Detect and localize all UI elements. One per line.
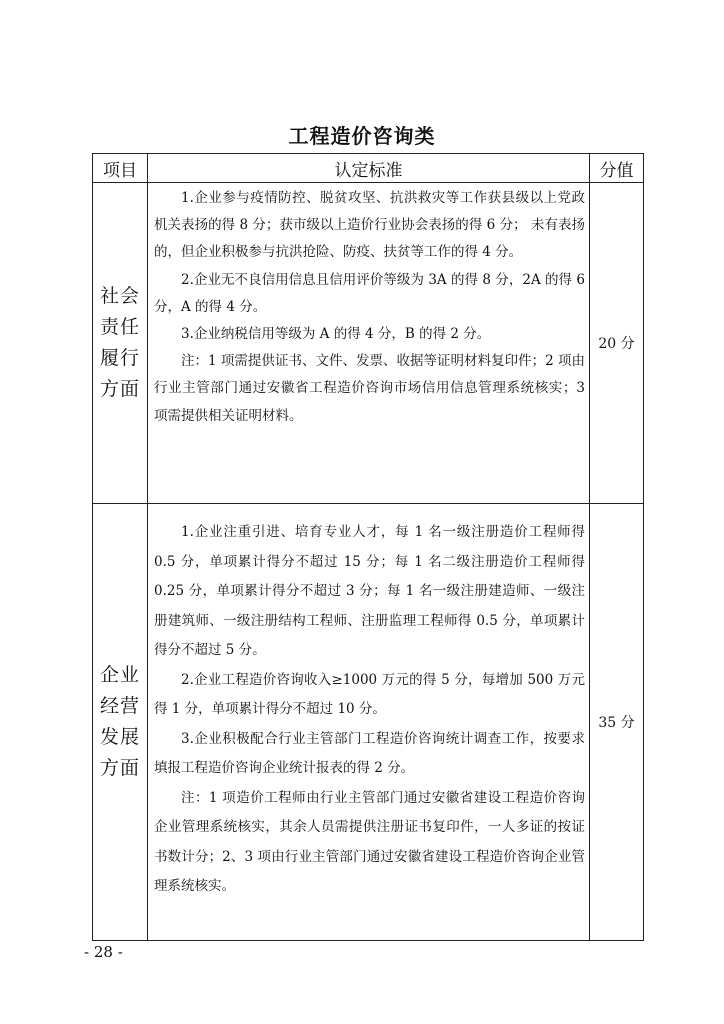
criteria-paragraph: 3.企业积极配合行业主管部门工程造价咨询统计调查工作，按要求填报工程造价咨询企业统计报表的得 2 分。: [154, 730, 585, 776]
criteria-paragraph: 2.企业无不良信用信息且信用评价等级为 3A 的得 8 分，2A 的得 6 分，A 的得 4 分。: [154, 271, 585, 315]
table-row: [93, 183, 644, 504]
item-label-line: 发展: [99, 726, 140, 748]
criteria-table: [92, 153, 644, 941]
header-score: 分值: [590, 154, 644, 183]
header-criteria: 认定标准: [148, 154, 590, 183]
criteria-paragraph: 2.企业工程造价咨询收入≥1000 万元的得 5 分，每增加 500 万元得 1 分，单项累计得分不超过 10 分。: [154, 671, 585, 717]
item-label-line: 企业: [99, 664, 140, 686]
header-item: 项目: [93, 154, 148, 183]
table-header-row: [93, 154, 644, 183]
criteria-paragraph: 3.企业纳税信用等级为 A 的得 4 分，B 的得 2 分。: [181, 326, 491, 343]
item-label-line: 方面: [99, 757, 140, 779]
item-label-line: 方面: [99, 378, 140, 400]
item-label-line: 责任: [99, 316, 140, 338]
table-row: [93, 504, 644, 941]
page-title: 工程造价咨询类: [288, 124, 436, 148]
criteria-cell: [148, 504, 590, 941]
score-cell: 35 分: [590, 504, 644, 941]
item-cell: [93, 504, 148, 941]
criteria-note: 注：1 项需提供证书、文件、发票、收据等证明材料复印件；2 项由行业主管部门通过安徽省工程造价咨询市场信用信息管理系统核实；3 项需提供相关证明材料。: [154, 353, 585, 424]
criteria-paragraph: 1.企业注重引进、培育专业人才，每 1 名一级注册造价工程师得 0.5 分，单项累计得分不超过 15 分；每 1 名二级注册造价工程师得 0.25 分，单项累计得分不超过 3 分；每 1 名一级注册建造师、一级注册建筑师、一级注册结构工程师、注册监理工程师得 0.5 分，单项累计得分不超过 5 分。: [154, 524, 585, 658]
item-label-line: 履行: [99, 347, 140, 369]
score-cell: 20 分: [590, 183, 644, 504]
criteria-note: 注：1 项造价工程师由行业主管部门通过安徽省建设工程造价咨询企业管理系统核实，其余人员需提供注册证书复印件，一人多证的按证书数计分；2、3 项由行业主管部门通过安徽省建设工程造价咨询企业管理系统核实。: [154, 789, 585, 894]
item-cell: [93, 183, 148, 504]
page-number: - 28 -: [84, 943, 123, 961]
criteria-paragraph: 1.企业参与疫情防控、脱贫攻坚、抗洪救灾等工作获县级以上党政机关表扬的得 8 分；获市级以上造价行业协会表扬的得 6 分； 未有表扬的，但企业积极参与抗洪抢险、防疫、扶贫等工作的得 4 分。: [154, 190, 585, 261]
item-label-line: 社会: [99, 285, 140, 307]
item-label-line: 经营: [99, 695, 140, 717]
criteria-cell: [148, 183, 590, 504]
